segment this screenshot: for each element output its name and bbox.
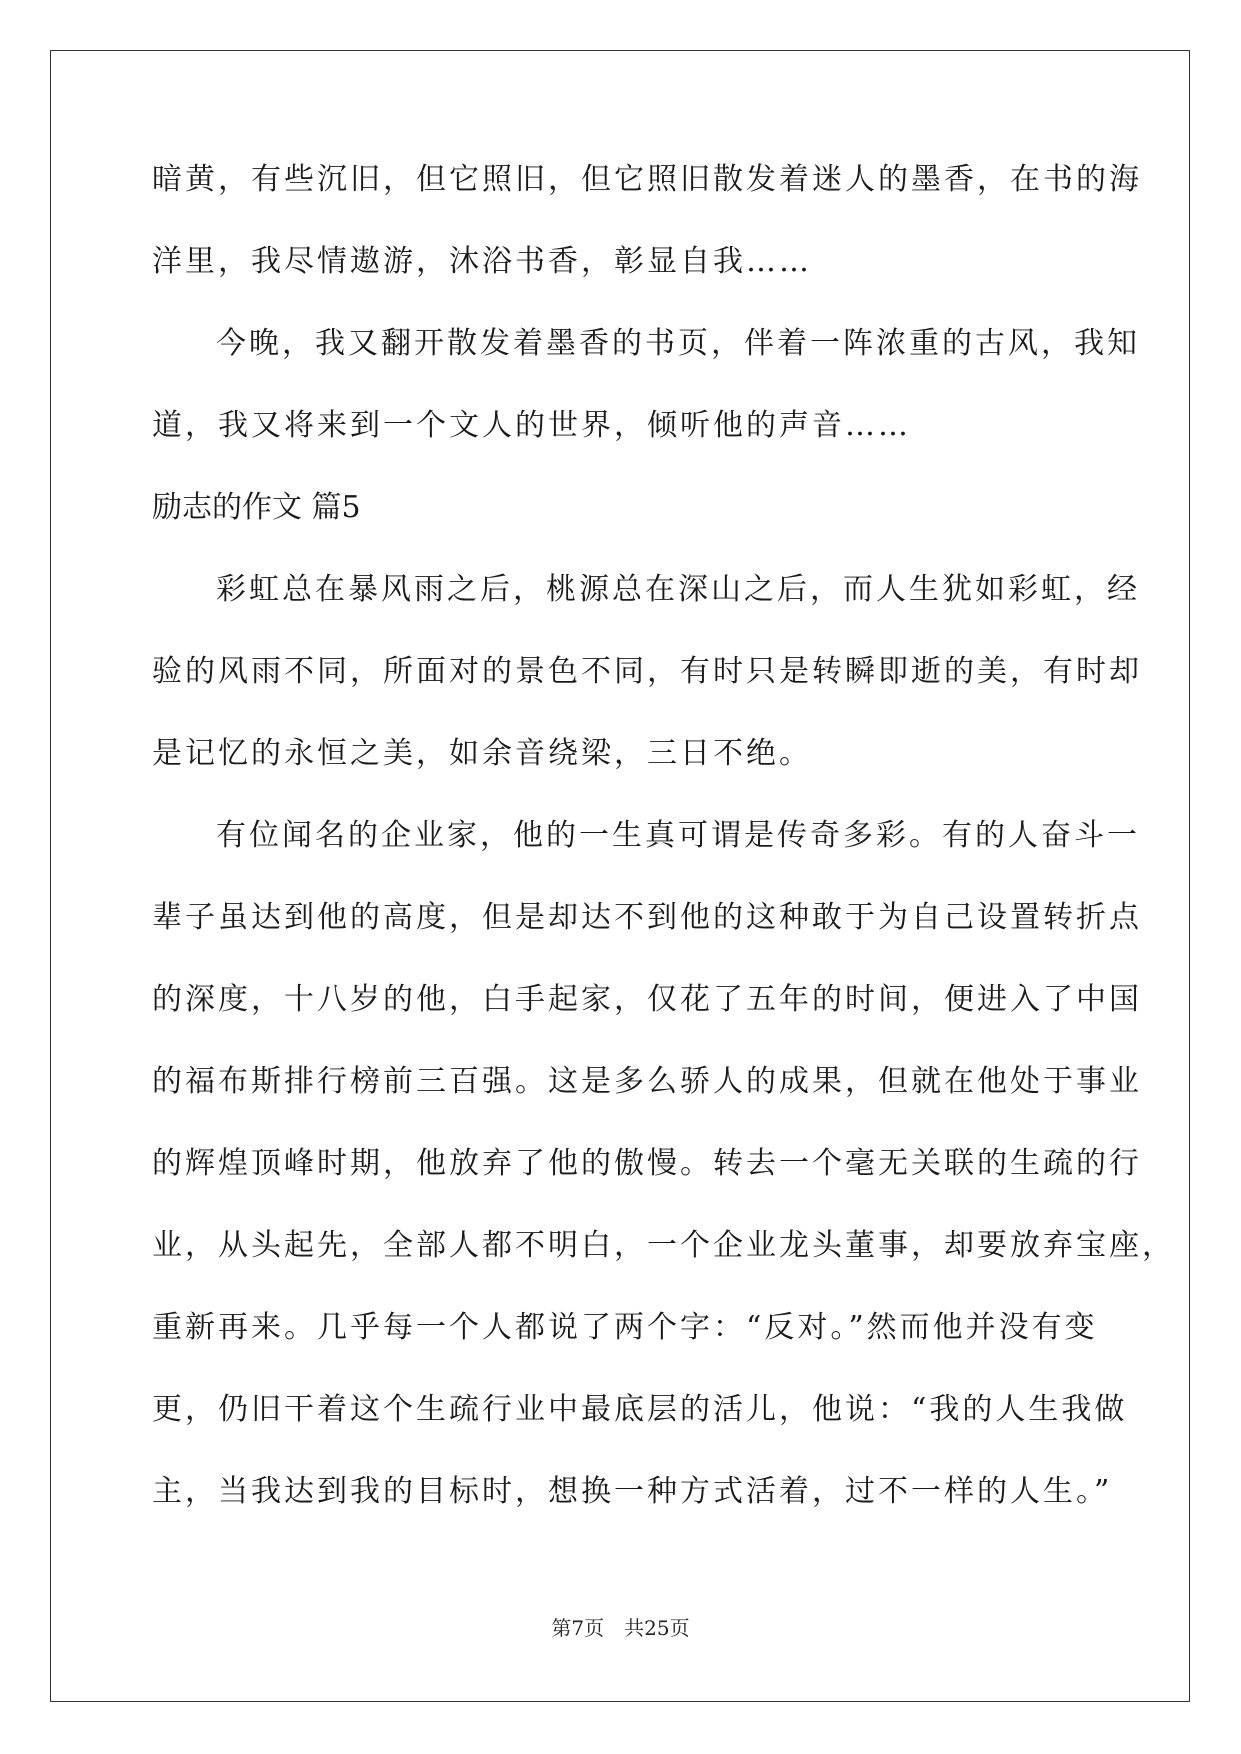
paragraph-line: 重新再来。几乎每一个人都说了两个字：“反对。”然而他并没有变	[152, 1310, 1098, 1345]
paragraph-line: 有位闻名的企业家，他的一生真可谓是传奇多彩。有的人奋斗一	[216, 818, 1140, 853]
paragraph-line: 是记忆的永恒之美，如余音绕梁，三日不绝。	[152, 736, 812, 771]
paragraph-line: 道，我又将来到一个文人的世界，倾听他的声音……	[152, 408, 911, 443]
paragraph-line: 的福布斯排行榜前三百强。这是多么骄人的成果，但就在他处于事业	[152, 1064, 1142, 1099]
section-heading: 励志的作文 篇5	[152, 490, 361, 525]
paragraph-line: 彩虹总在暴风雨之后，桃源总在深山之后，而人生犹如彩虹，经	[216, 572, 1140, 607]
paragraph-line: 的辉煌顶峰时期，他放弃了他的傲慢。转去一个毫无关联的生疏的行	[152, 1146, 1142, 1181]
page-number: 第7页 共25页	[551, 1616, 690, 1640]
paragraph-line: 更，仍旧干着这个生疏行业中最底层的活儿，他说：“我的人生我做	[152, 1392, 1128, 1427]
paragraph-line: 今晚，我又翻开散发着墨香的书页，伴着一阵浓重的古风，我知	[216, 326, 1140, 361]
paragraph-line: 暗黄，有些沉旧，但它照旧，但它照旧散发着迷人的墨香，在书的海	[152, 162, 1142, 197]
paragraph-line: 的深度，十八岁的他，白手起家，仅花了五年的时间，便进入了中国	[152, 982, 1142, 1017]
paragraph-line: 洋里，我尽情遨游，沐浴书香，彰显自我……	[152, 244, 812, 279]
paragraph-line: 辈子虽达到他的高度，但是却达不到他的这种敢于为自己设置转折点	[152, 900, 1142, 935]
document-body	[152, 160, 1175, 1554]
paragraph-line: 验的风雨不同，所面对的景色不同，有时只是转瞬即逝的美，有时却	[152, 654, 1142, 689]
paragraph-line: 主，当我达到我的目标时，想换一种方式活着，过不一样的人生。”	[152, 1474, 1113, 1509]
paragraph-line: 业，从头起先，全部人都不明白，一个企业龙头董事，却要放弃宝座，	[152, 1228, 1175, 1263]
